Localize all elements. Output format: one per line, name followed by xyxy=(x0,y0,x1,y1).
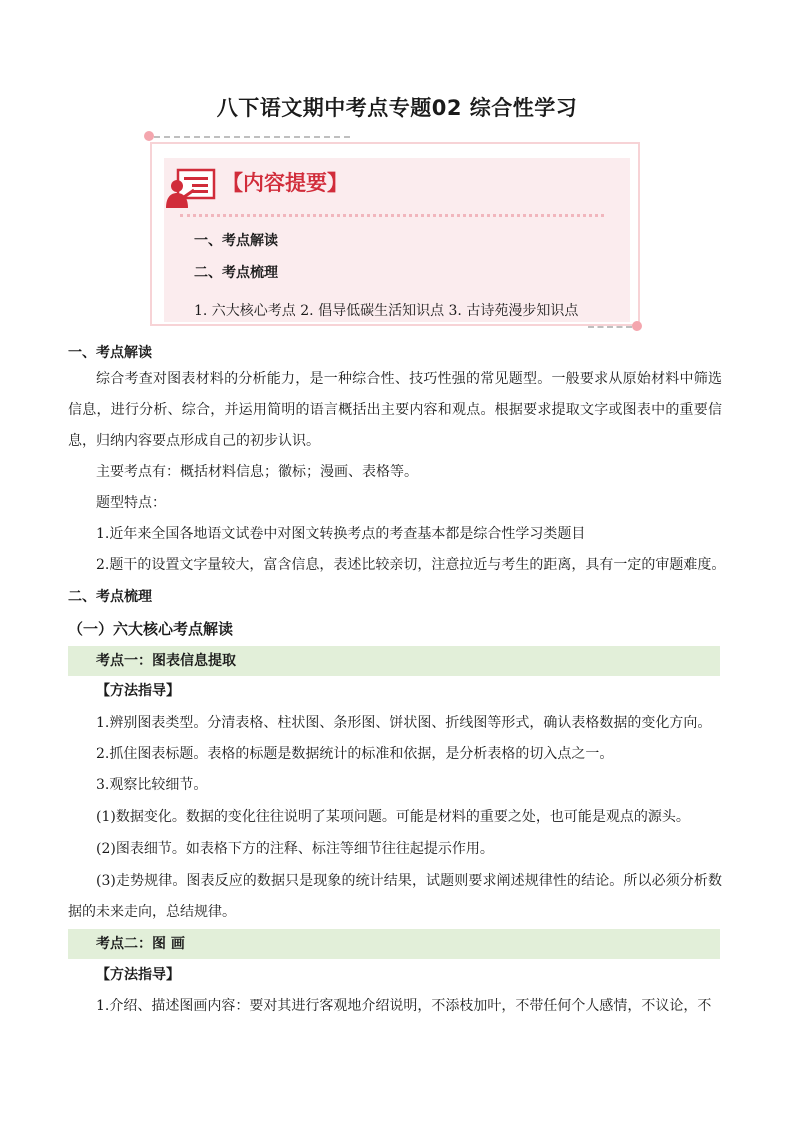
list-item: 2.题干的设置文字量较大，富含信息，表述比较亲切，注意拉近与考生的距离，具有一定的审题难度。 xyxy=(96,557,726,573)
summary-frame xyxy=(150,142,640,326)
list-item: (2)图表细节。如表格下方的注释、标注等细节往往起提示作用。 xyxy=(96,841,494,857)
summary-heading: 【内容提要】 xyxy=(222,171,348,195)
paragraph: 综合考查对图表材料的分析能力，是一种综合性、技巧性强的常见题型。一般要求从原始材料中筛选信息，进行分析、综合，并运用简明的语言概括出主要内容和观点。根据要求提取文字或图表中的重要信息，归纳内容要点形成自己的初步认识。 xyxy=(68,371,722,449)
topic-band: 考点二：图 画 xyxy=(68,929,720,959)
topic-band: 考点一：图表信息提取 xyxy=(68,646,720,676)
section-heading: 二、考点梳理 xyxy=(68,589,152,605)
section-heading: 一、考点解读 xyxy=(68,345,152,361)
decorative-dashed-line xyxy=(154,136,350,138)
list-item: 1.介绍、描述图画内容：要对其进行客观地介绍说明，不添枝加叶，不带任何个人感情，不议论，不 xyxy=(96,998,712,1014)
paragraph: 主要考点有：概括材料信息；徽标；漫画、表格等。 xyxy=(96,464,418,480)
method-label: 【方法指导】 xyxy=(96,967,180,983)
decorative-dashed-line xyxy=(588,326,632,328)
summary-subtopics: 1. 六大核心考点 2. 倡导低碳生活知识点 3. 古诗苑漫步知识点 xyxy=(194,303,579,319)
method-label: 【方法指导】 xyxy=(96,683,180,699)
list-item: (1)数据变化。数据的变化往往说明了某项问题。可能是材料的重要之处，也可能是观点的源头。 xyxy=(96,809,690,825)
decorative-dot xyxy=(632,321,642,331)
presenter-board-icon xyxy=(164,166,216,210)
page-title: 八下语文期中考点专题02 综合性学习 xyxy=(216,96,578,120)
subsection-heading: （一）六大核心考点解读 xyxy=(68,620,234,638)
list-item: (3)走势规律。图表反应的数据只是现象的统计结果，试题则要求阐述规律性的结论。所以必须分析数据的未来走向，总结规律。 xyxy=(68,873,722,920)
summary-box xyxy=(148,134,642,328)
summary-item: 二、考点梳理 xyxy=(194,265,278,281)
decorative-dot xyxy=(144,131,154,141)
list-item: 2.抓住图表标题。表格的标题是数据统计的标准和依据，是分析表格的切入点之一。 xyxy=(96,746,614,762)
paragraph: 题型特点： xyxy=(96,495,166,511)
list-item: 1.辨别图表类型。分清表格、柱状图、条形图、饼状图、折线图等形式，确认表格数据的变化方向。 xyxy=(96,715,712,731)
dotted-divider xyxy=(180,214,604,217)
list-item: 3.观察比较细节。 xyxy=(96,777,208,793)
list-item: 1.近年来全国各地语文试卷中对图文转换考点的考查基本都是综合性学习类题目 xyxy=(96,526,586,542)
summary-item: 一、考点解读 xyxy=(194,233,278,249)
